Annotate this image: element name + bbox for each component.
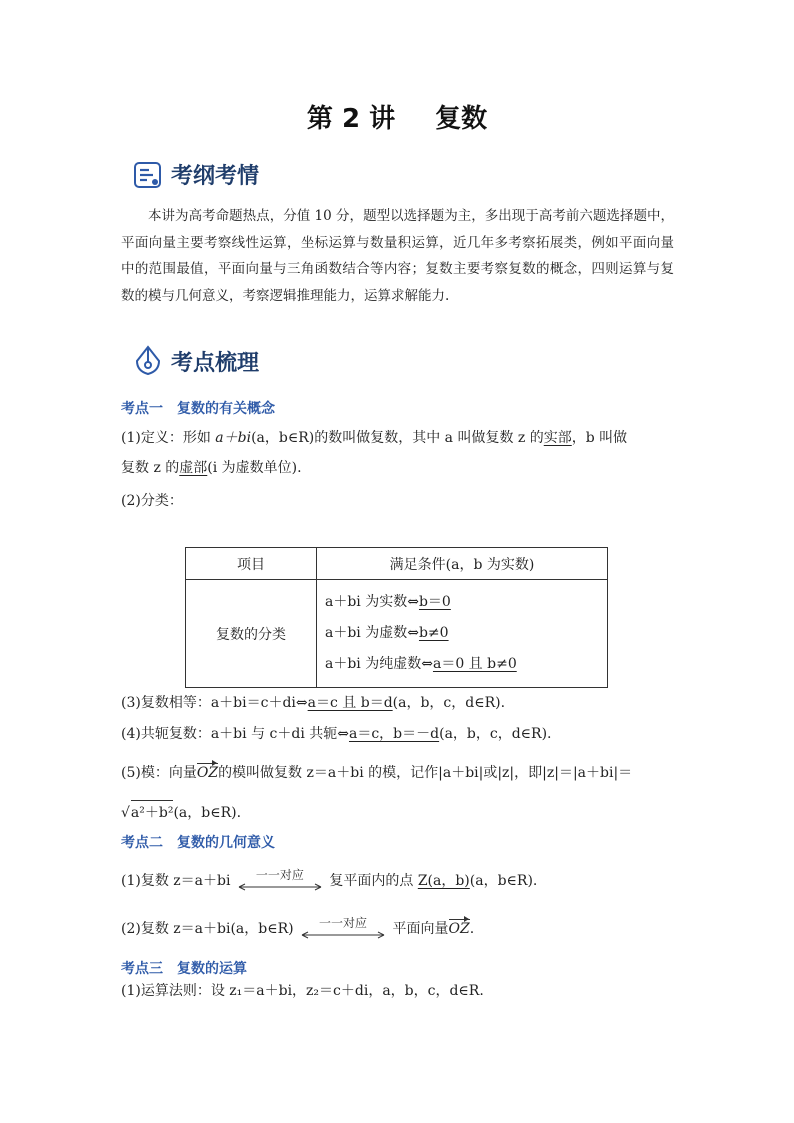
table-header-condition: 满足条件(a，b 为实数) bbox=[317, 548, 608, 580]
sqrt-sign: √ bbox=[121, 805, 130, 821]
list-card-icon bbox=[133, 160, 163, 190]
kp2-line1: (1)复数 z＝a＋bi 一一对应 复平面内的点 Z(a，b)(a，b∈R). bbox=[121, 870, 537, 892]
title-topic: 复数 bbox=[435, 104, 488, 134]
intro-paragraph bbox=[121, 203, 674, 309]
intro-text: 本讲为高考命题热点，分值 10 分，题型以选择题为主，多出现于高考前六题选择题中，平面向量主要考察线性运算，坐标运算与数量积运算，近几年多考察拓展类，例如平面向量中的范围最值，平面向量与三角函数结合等内容；复数主要考察复数的概念，四则运算与复数的模与几何意义，考察逻辑推理能力，运算求解能力. bbox=[121, 208, 674, 304]
kp3-line1: (1)运算法则：设 z₁＝a＋bi，z₂＝c＋di，a，b，c，d∈R. bbox=[121, 983, 484, 999]
table-row-label: 复数的分类 bbox=[186, 580, 317, 688]
one-to-one-arrow-1: 一一对应 bbox=[235, 870, 325, 892]
kp1-definition-line2: 复数 z 的虚部(i 为虚数单位). bbox=[121, 460, 302, 476]
section-outline-header bbox=[133, 159, 259, 190]
imag-part-term: 虚部 bbox=[179, 460, 208, 476]
section-outline-label: 考纲考情 bbox=[171, 164, 260, 189]
kp1-heading: 考点一 复数的有关概念 bbox=[121, 401, 275, 417]
condition-imaginary: a＋bi 为虚数⇔b≠0 bbox=[325, 625, 449, 641]
kp1-classification-label: (2)分类： bbox=[121, 493, 183, 509]
condition-real: a＋bi 为实数⇔b＝0 bbox=[325, 594, 451, 610]
condition-pure-imaginary: a＋bi 为纯虚数⇔a＝0 且 b≠0 bbox=[325, 656, 517, 672]
kp1-conjugate: (4)共轭复数：a＋bi 与 c＋di 共轭⇔a＝c，b＝－d(a，b，c，d∈R). bbox=[121, 726, 552, 742]
kp1-modulus-line1: (5)模：向量OZ的模叫做复数 z＝a＋bi 的模，记作|a＋bi|或|z|，即|z|＝|a＋bi|＝ bbox=[121, 765, 633, 781]
table-row-conditions bbox=[317, 580, 608, 688]
kp1-definition-line1: (1)定义：形如 a＋bi(a，b∈R)的数叫做复数，其中 a 叫做复数 z 的实部，b 叫做 bbox=[121, 430, 628, 446]
kp1-equality: (3)复数相等：a＋bi＝c＋di⇔a＝c 且 b＝d(a，b，c，d∈R). bbox=[121, 695, 506, 711]
pen-nib-icon bbox=[133, 345, 163, 377]
kp2-line2: (2)复数 z＝a＋bi(a，b∈R) 一一对应 平面向量OZ. bbox=[121, 918, 474, 940]
vector-oz: OZ bbox=[196, 765, 219, 781]
table-row bbox=[186, 580, 608, 688]
kp2-heading: 考点二 复数的几何意义 bbox=[121, 835, 275, 851]
one-to-one-arrow-2: 一一对应 bbox=[298, 918, 388, 940]
kp3-heading: 考点三 复数的运算 bbox=[121, 961, 247, 977]
kp1-modulus-line2: √a²＋b²(a，b∈R). bbox=[121, 800, 241, 822]
real-part-term: 实部 bbox=[543, 430, 572, 446]
section-points-label: 考点梳理 bbox=[171, 350, 260, 376]
page-title bbox=[0, 98, 794, 135]
section-points-header bbox=[133, 345, 259, 377]
title-lesson-number: 第 2 讲 bbox=[306, 104, 396, 134]
classification-table bbox=[185, 547, 608, 688]
table-header-item: 项目 bbox=[186, 548, 317, 580]
vector-oz-2: OZ bbox=[448, 921, 470, 937]
table-header-row bbox=[186, 548, 608, 580]
